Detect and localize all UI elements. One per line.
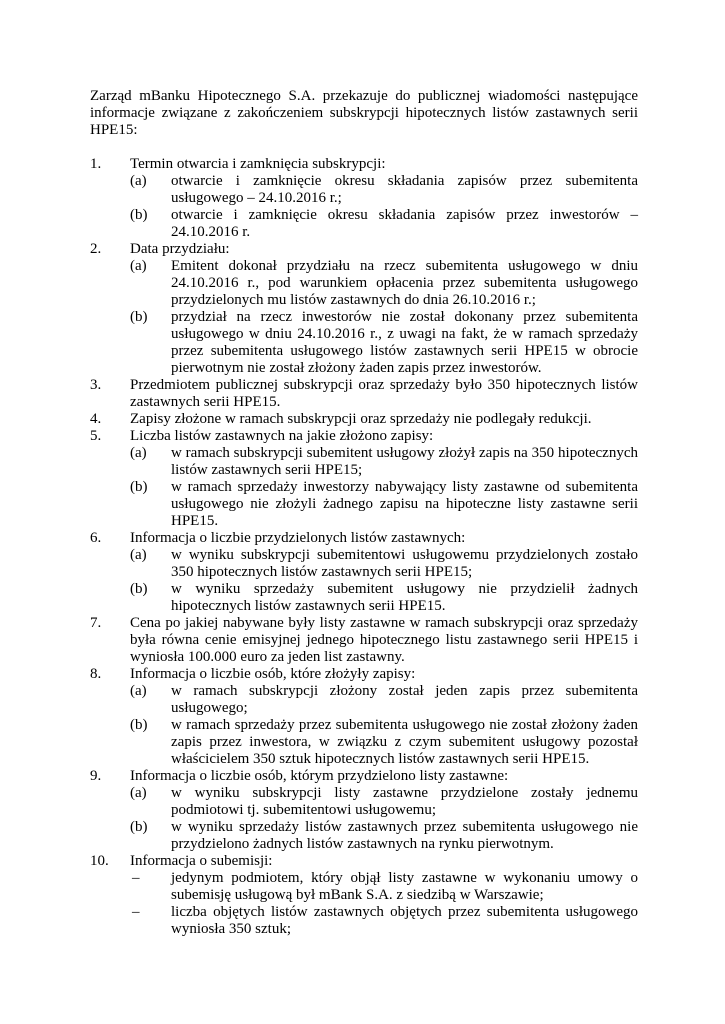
sub-item <box>130 173 638 207</box>
item-text: Zapisy złożone w ramach subskrypcji oraz sprzedaży nie podlegały redukcji. <box>130 411 592 427</box>
sub-item-label: – <box>132 870 140 886</box>
sub-item-label: (b) <box>130 717 148 733</box>
sub-item-label: – <box>132 904 140 920</box>
document-page <box>90 88 638 938</box>
list-item <box>90 615 638 666</box>
item-text: Informacja o subemisji: <box>130 853 273 869</box>
item-text: Liczba listów zastawnych na jakie złożono zapisy: <box>130 428 434 444</box>
list-item <box>90 853 638 938</box>
sub-item <box>130 479 638 530</box>
sub-item-text: Emitent dokonał przydziału na rzecz subemitenta usługowego w dniu 24.10.2016 r., pod warunkiem opłacenia przez subemitenta usługowego przydzielonych mu listów zastawnych do dnia 26.10.2016 r.; <box>171 258 638 308</box>
sub-item-label: (b) <box>130 819 148 835</box>
item-text: Przedmiotem publicznej subskrypcji oraz sprzedaży było 350 hipotecznych listów zastawnych serii HPE15. <box>130 377 638 410</box>
sub-item-label: (b) <box>130 581 148 597</box>
sub-item-label: (b) <box>130 309 148 325</box>
sub-item-text: jedynym podmiotem, który objął listy zastawne w wykonaniu umowy o subemisję usługową był mBank S.A. z siedzibą w Warszawie; <box>171 870 638 903</box>
list-item <box>90 768 638 853</box>
item-number: 2. <box>90 241 102 257</box>
sub-item-text: w ramach subskrypcji złożony został jeden zapis przez subemitenta usługowego; <box>171 683 638 716</box>
numbered-list <box>90 156 638 938</box>
sub-item-text: w ramach subskrypcji subemitent usługowy złożył zapis na 350 hipotecznych listów zastawnych serii HPE15; <box>171 445 638 478</box>
item-text: Data przydziału: <box>130 241 230 257</box>
item-number: 4. <box>90 411 102 427</box>
list-item <box>90 377 638 411</box>
item-text: Cena po jakiej nabywane były listy zastawne w ramach subskrypcji oraz sprzedaży była równa cenie emisyjnej jednego hipotecznego listu zastawnego serii HPE15 i wyniosła 100.000 euro za jeden list zastawny. <box>130 615 638 665</box>
item-number: 10. <box>90 853 109 869</box>
item-number: 8. <box>90 666 102 682</box>
item-number: 6. <box>90 530 102 546</box>
sub-item <box>130 819 638 853</box>
sub-item-text: otwarcie i zamknięcie okresu składania zapisów przez subemitenta usługowego – 24.10.2016 r.; <box>171 173 638 206</box>
item-number: 1. <box>90 156 102 172</box>
sub-item <box>130 785 638 819</box>
sub-item-label: (a) <box>130 683 147 699</box>
sub-item-text: w ramach sprzedaży przez subemitenta usługowego nie został złożony żaden zapis przez inwestora, w związku z czym subemitent usługowy pozostał właścicielem 350 sztuk hipotecznych listów zastawnych serii HPE15. <box>171 717 638 767</box>
item-text: Termin otwarcia i zamknięcia subskrypcji: <box>130 156 386 172</box>
sub-item-text: w wyniku subskrypcji subemitentowi usługowemu przydzielonych zostało 350 hipotecznych listów zastawnych serii HPE15; <box>171 547 638 580</box>
sub-item <box>130 870 638 904</box>
sub-item-text: liczba objętych listów zastawnych objętych przez subemitenta usługowego wyniosła 350 sztuk; <box>171 904 638 937</box>
item-text: Informacja o liczbie osób, które złożyły zapisy: <box>130 666 416 682</box>
list-item <box>90 241 638 377</box>
sub-item <box>130 445 638 479</box>
intro-paragraph: Zarząd mBanku Hipotecznego S.A. przekazuje do publicznej wiadomości następujące informacje związane z zakończeniem subskrypcji hipotecznych listów zastawnych serii HPE15: <box>90 88 638 138</box>
list-item <box>90 411 638 428</box>
list-item <box>90 530 638 615</box>
sub-item-label: (a) <box>130 547 147 563</box>
item-number: 9. <box>90 768 102 784</box>
sub-item <box>130 717 638 768</box>
sub-item <box>130 309 638 377</box>
list-item <box>90 156 638 241</box>
list-item <box>90 428 638 530</box>
sub-item <box>130 683 638 717</box>
sub-item-text: w wyniku sprzedaży subemitent usługowy nie przydzielił żadnych hipotecznych listów zastawnych serii HPE15. <box>171 581 638 614</box>
sub-item-text: w ramach sprzedaży inwestorzy nabywający listy zastawne od subemitenta usługowego nie złożyli żadnego zapisu na hipoteczne listy zastawne serii HPE15. <box>171 479 638 529</box>
item-number: 3. <box>90 377 102 393</box>
sub-item <box>130 904 638 938</box>
item-text: Informacja o liczbie przydzielonych listów zastawnych: <box>130 530 466 546</box>
sub-item-text: w wyniku sprzedaży listów zastawnych przez subemitenta usługowego nie przydzielono żadnych listów zastawnych na rynku pierwotnym. <box>171 819 638 852</box>
sub-item <box>130 207 638 241</box>
sub-item-text: przydział na rzecz inwestorów nie został dokonany przez subemitenta usługowego w dniu 24.10.2016 r., z uwagi na fakt, że w ramach sprzedaży przez subemitenta usługowego listów zastawnych serii HPE15 w obrocie pierwotnym nie został złożony żaden zapis przez inwestorów. <box>171 309 638 376</box>
sub-item-label: (a) <box>130 445 147 461</box>
sub-item-text: w wyniku subskrypcji listy zastawne przydzielone zostały jednemu podmiotowi tj. subemitentowi usługowemu; <box>171 785 638 818</box>
sub-item <box>130 581 638 615</box>
sub-item <box>130 258 638 309</box>
sub-item-label: (a) <box>130 173 147 189</box>
item-text: Informacja o liczbie osób, którym przydzielono listy zastawne: <box>130 768 509 784</box>
sub-item-label: (a) <box>130 258 147 274</box>
list-item <box>90 666 638 768</box>
sub-item-label: (b) <box>130 207 148 223</box>
sub-item <box>130 547 638 581</box>
sub-item-text: otwarcie i zamknięcie okresu składania zapisów przez inwestorów – 24.10.2016 r. <box>171 207 638 240</box>
sub-item-label: (b) <box>130 479 148 495</box>
item-number: 7. <box>90 615 102 631</box>
item-number: 5. <box>90 428 102 444</box>
sub-item-label: (a) <box>130 785 147 801</box>
